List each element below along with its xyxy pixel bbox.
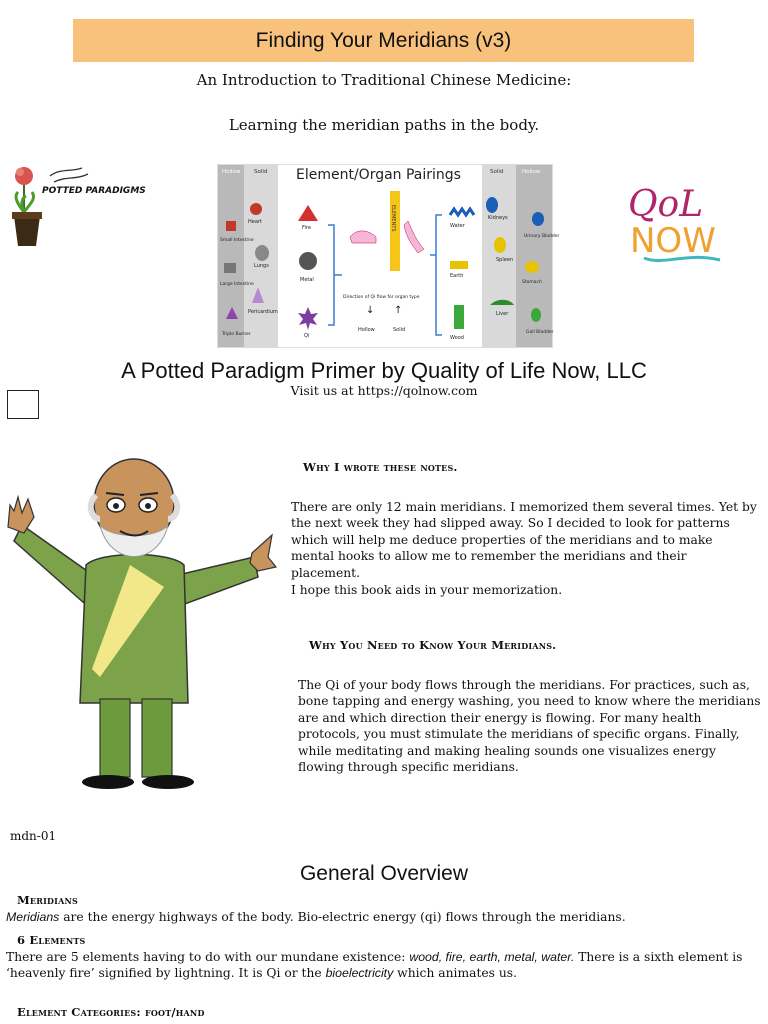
svg-text:Fire: Fire xyxy=(302,225,311,231)
element-categories-heading: Element Categories: foot/hand xyxy=(17,1005,205,1019)
meridians-text xyxy=(6,909,746,925)
svg-text:POTTED PARADIGMS: POTTED PARADIGMS xyxy=(42,186,146,196)
why-need-heading: Why You Need to Know Your Meridians. xyxy=(309,638,557,652)
svg-text:Small Intestine: Small Intestine xyxy=(220,238,254,243)
elements-text-b: There is a sixth element is xyxy=(574,950,743,964)
elements-line2-b: which animates us. xyxy=(393,966,518,980)
svg-text:Qi: Qi xyxy=(304,333,310,339)
subtitle-line-2: Learning the meridian paths in the body. xyxy=(228,116,540,134)
elements-text-line-1 xyxy=(6,949,746,965)
svg-text:Hollow: Hollow xyxy=(222,169,241,175)
svg-text:Spleen: Spleen xyxy=(496,257,514,263)
svg-text:Heart: Heart xyxy=(248,219,262,225)
svg-text:Water: Water xyxy=(450,223,465,229)
meridians-body: are the energy highways of the body. Bio-electric energy (qi) flows through the meridians. xyxy=(59,910,626,924)
meridians-heading: Meridians xyxy=(17,893,78,907)
elements-heading: 6 Elements xyxy=(17,933,86,947)
svg-text:Metal: Metal xyxy=(300,277,314,283)
why-wrote-heading: Why I wrote these notes. xyxy=(303,460,458,474)
elements-text-line-2 xyxy=(6,965,746,981)
visit-link[interactable]: Visit us at https://qolnow.com xyxy=(290,383,478,398)
svg-text:Kidneys: Kidneys xyxy=(488,215,508,221)
svg-text:Lungs: Lungs xyxy=(254,263,269,269)
svg-text:Gall Bladder: Gall Bladder xyxy=(526,330,554,335)
sage-cartoon-illustration xyxy=(0,455,285,795)
why-wrote-closing: I hope this book aids in your memorization. xyxy=(291,583,563,597)
svg-text:Liver: Liver xyxy=(496,311,509,317)
svg-text:QoL: QoL xyxy=(628,184,704,225)
svg-text:Hollow: Hollow xyxy=(358,327,375,333)
svg-text:Large Intestine: Large Intestine xyxy=(220,282,254,287)
svg-text:Earth: Earth xyxy=(450,273,464,279)
svg-text:Hollow: Hollow xyxy=(522,169,541,175)
svg-text:↑: ↑ xyxy=(394,305,403,316)
svg-text:Solid: Solid xyxy=(490,169,504,175)
elements-line2-a: ‘heavenly fire’ signified by lightning. It is Qi or the xyxy=(6,966,326,980)
meridians-italic: Meridians xyxy=(6,910,60,924)
why-wrote-paragraph: There are only 12 main meridians. I memorized them several times. Yet by the next week they had slipped away. So I decided to look for patterns which will help me deduce properties of the meridians and to make mental hooks to allow me to remember the meridians and their placement. xyxy=(291,500,757,580)
elements-text-a: There are 5 elements having to do with our mundane existence: xyxy=(6,950,410,964)
checkbox[interactable] xyxy=(7,390,39,419)
svg-text:Urinary Bladder: Urinary Bladder xyxy=(524,234,560,239)
svg-text:Pericardium: Pericardium xyxy=(248,309,278,315)
page-code: mdn-01 xyxy=(10,829,57,843)
svg-text:NOW: NOW xyxy=(630,221,716,261)
svg-text:Wood: Wood xyxy=(450,335,464,341)
svg-text:ELEMENTS: ELEMENTS xyxy=(390,205,396,232)
potted-paradigms-logo xyxy=(10,162,146,252)
svg-text:Solid: Solid xyxy=(254,169,268,175)
primer-title: A Potted Paradigm Primer by Quality of Life Now, LLC xyxy=(121,358,647,383)
subtitle-line-1: An Introduction to Traditional Chinese Medicine: xyxy=(196,71,572,89)
qol-now-logo xyxy=(624,176,736,266)
why-need-paragraph: The Qi of your body flows through the meridians. For practices, such as, bone tapping and energy washing, you need to know where the meridians are and which direction their energy is flowing. For many health protocols, you must stimulate the meridians of specific organs. Finally, while meditating and making healing sounds one visualizes energy flowing through specific meridians. xyxy=(298,678,761,775)
svg-text:Triple Burner: Triple Burner xyxy=(222,332,251,337)
svg-text:Element/Organ Pairings: Element/Organ Pairings xyxy=(296,167,461,183)
svg-text:↓: ↓ xyxy=(366,305,375,316)
element-organ-diagram xyxy=(217,164,560,348)
elements-bioelectricity: bioelectricity xyxy=(325,966,394,980)
elements-list: wood, fire, earth, metal, water. xyxy=(409,950,575,964)
document-title: Finding Your Meridians (v3) xyxy=(73,19,694,62)
svg-text:Direction of Qi flow for organ: Direction of Qi flow for organ type xyxy=(343,295,420,300)
overview-title: General Overview xyxy=(299,862,469,885)
svg-text:Solid: Solid xyxy=(393,327,406,333)
svg-text:Stomach: Stomach xyxy=(522,280,542,285)
